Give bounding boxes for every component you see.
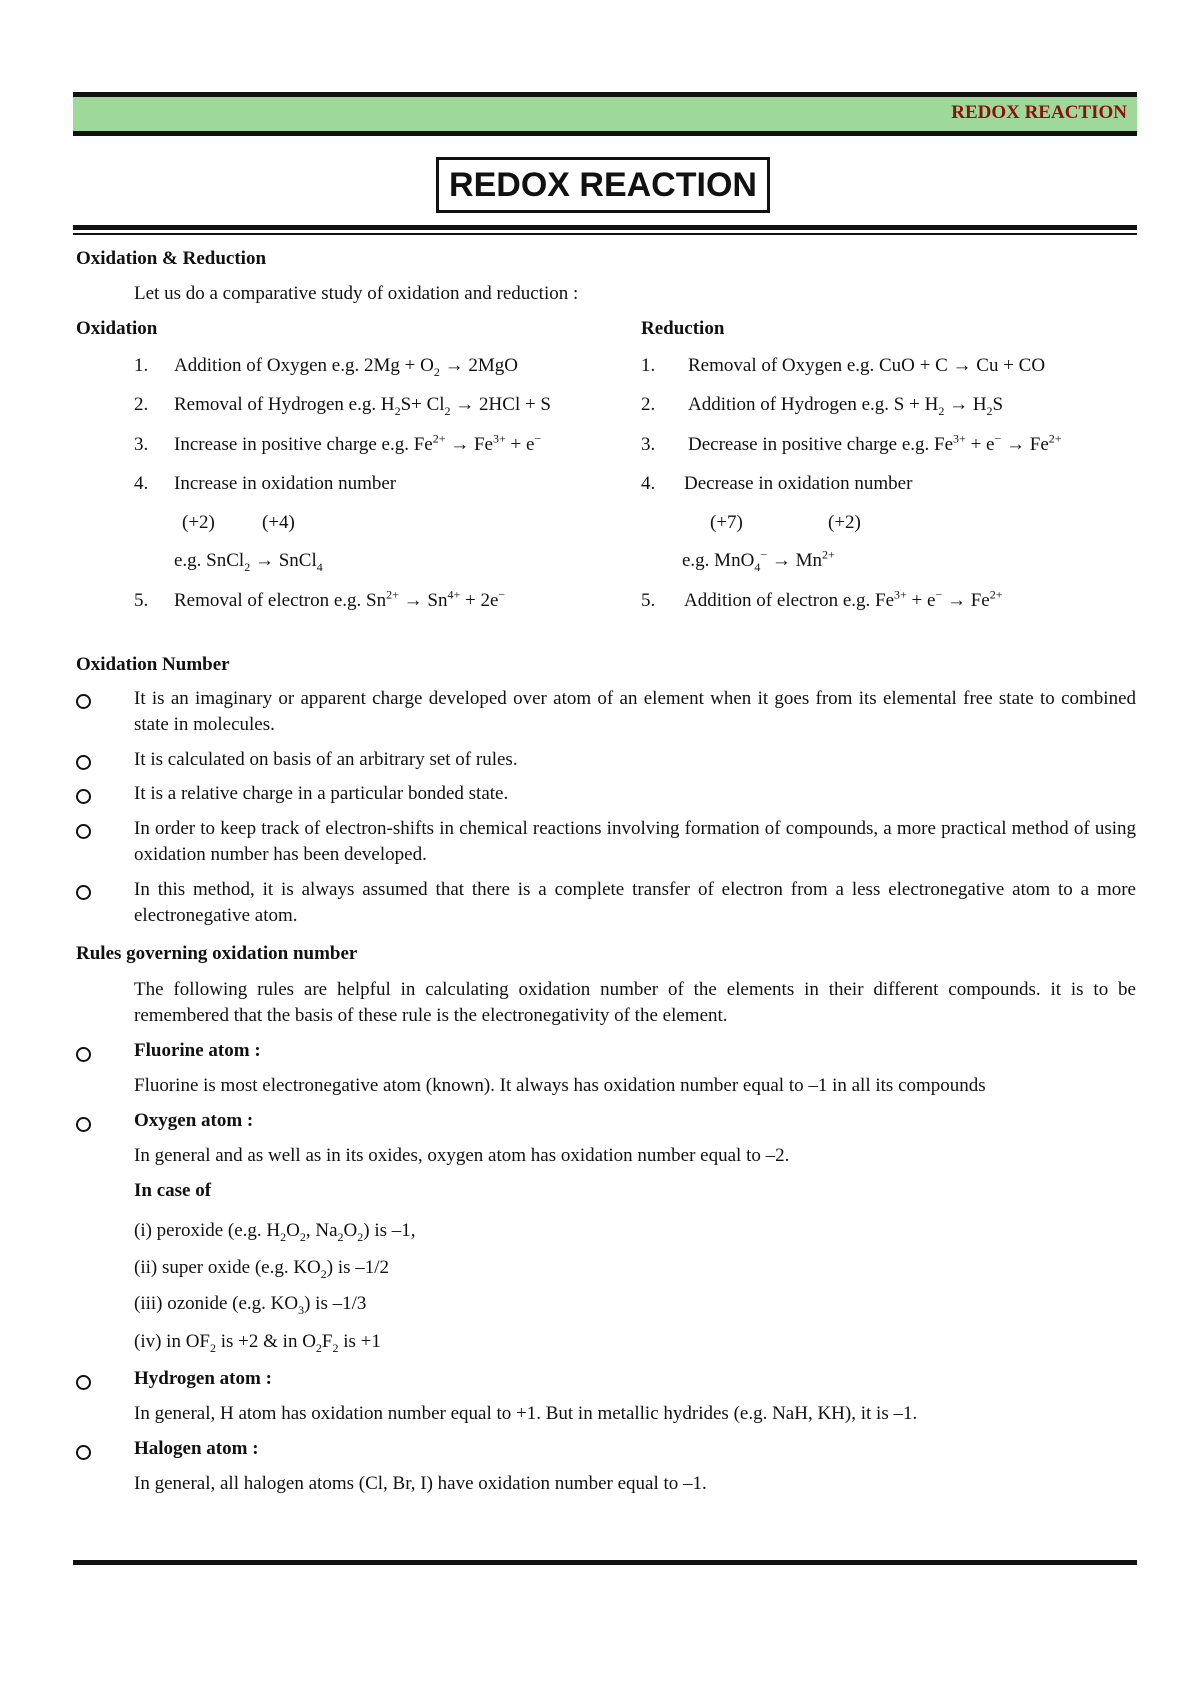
halogen-heading: Halogen atom : (134, 1438, 259, 1459)
header-band (73, 92, 1137, 136)
fluorine-text: Fluorine is most electronegative atom (known). It always has oxidation number equal to –1 in all its compounds (134, 1075, 986, 1096)
title-rule-thick (73, 225, 1137, 230)
bullet-circle-icon (76, 1445, 91, 1460)
oxidation-number-bullet: It is a relative charge in a particular bonded state. (134, 783, 509, 804)
rules-intro: The following rules are helpful in calculating oxidation number of the elements in their different compounds. it is to be remembered that the basis of these rule is the electronegativity of the element. (134, 979, 1136, 1026)
oxidation-number-bullet: It is calculated on basis of an arbitrary set of rules. (134, 749, 518, 770)
reduction-item: Addition of electron e.g. $Fe^{3+} + e^- \to Fe^{2+}$ (684, 587, 1003, 611)
section-heading-oxidation-reduction: Oxidation & Reduction (76, 248, 267, 269)
oxidation-item-num: 1. (134, 355, 149, 376)
halogen-text: In general, all halogen atoms (Cl, Br, I) have oxidation number equal to –1. (134, 1473, 707, 1494)
oxidation-item-num: 2. (134, 394, 149, 415)
reduction-item-num: 4. (641, 473, 656, 494)
oxidation-item: Increase in positive charge e.g. $Fe^{2+} \to Fe^{3+} + e^-$ (174, 431, 542, 455)
oxidation-item-num: 4. (134, 473, 149, 494)
reduction-item: Decrease in positive charge e.g. $Fe^{3+} + e^- \to Fe^{2+}$ (688, 431, 1062, 455)
bullet-circle-icon (76, 789, 91, 804)
oxidation-state-label: (+4) (262, 512, 295, 533)
oxidation-heading: Oxidation (76, 318, 158, 339)
oxygen-case: (iii) ozonide (e.g. $KO_3$) is –1/3 (134, 1293, 367, 1317)
bullet-circle-icon (76, 694, 91, 709)
oxidation-state-label: (+7) (710, 512, 743, 533)
reduction-heading: Reduction (641, 318, 725, 339)
reduction-example: e.g. $MnO_4^- \to Mn^{2+}$ (682, 547, 835, 574)
oxidation-item: Removal of Hydrogen e.g. $H_2S+ Cl_2 \to 2HCl + S$ (174, 394, 552, 418)
hydrogen-text: In general, H atom has oxidation number equal to +1. But in metallic hydrides (e.g. NaH, KH), it is –1. (134, 1403, 918, 1424)
bullet-circle-icon (76, 885, 91, 900)
oxidation-number-bullet: In this method, it is always assumed that there is a complete transfer of electron from a less electronegative atom to a more electronegative atom. (134, 879, 1136, 926)
bullet-circle-icon (76, 1117, 91, 1132)
oxygen-case: (iv) in $OF_2$ is +2 & in $O_2F_2$ is +1 (134, 1331, 381, 1355)
oxidation-item-num: 3. (134, 434, 149, 455)
bullet-circle-icon (76, 1375, 91, 1390)
fluorine-heading: Fluorine atom : (134, 1040, 261, 1061)
oxidation-number-bullet: In order to keep track of electron-shifts in chemical reactions involving formation of compounds, a more practical method of using oxidation number has been developed. (134, 818, 1136, 865)
bullet-circle-icon (76, 1047, 91, 1062)
header-label: REDOX REACTION (951, 102, 1127, 123)
oxygen-case: (i) peroxide (e.g. $H_2O_2$, $Na_2O_2$) is –1, (134, 1220, 416, 1244)
oxidation-item: Increase in oxidation number (174, 473, 397, 494)
reduction-item-num: 3. (641, 434, 656, 455)
reduction-item: Removal of Oxygen e.g. CuO + C → Cu + CO (688, 355, 1046, 376)
title-rule-thin (73, 233, 1137, 235)
section-intro: Let us do a comparative study of oxidation and reduction : (134, 283, 579, 304)
oxygen-heading: Oxygen atom : (134, 1110, 254, 1131)
oxidation-item: Removal of electron e.g. $Sn^{2+} \to Sn^{4+} + 2e^-$ (174, 587, 506, 611)
reduction-item: Decrease in oxidation number (684, 473, 913, 494)
oxidation-item: Addition of Oxygen e.g. $2Mg + O_2 \to 2MgO$ (174, 355, 518, 379)
reduction-item-num: 1. (641, 355, 656, 376)
oxygen-case: (ii) super oxide (e.g. $KO_2$) is –1/2 (134, 1257, 390, 1281)
oxygen-text: In general and as well as in its oxides, oxygen atom has oxidation number equal to –2. (134, 1145, 790, 1166)
oxidation-number-bullet: It is an imaginary or apparent charge developed over atom of an element when it goes from its elemental free state to combined state in molecules. (134, 688, 1136, 735)
bullet-circle-icon (76, 755, 91, 770)
reduction-item: Addition of Hydrogen e.g. $S + H_2 \to H_2S$ (688, 394, 1004, 418)
reduction-item-num: 5. (641, 590, 656, 611)
oxidation-state-label: (+2) (828, 512, 861, 533)
footer-rule (73, 1560, 1137, 1565)
reduction-item-num: 2. (641, 394, 656, 415)
oxidation-item-num: 5. (134, 590, 149, 611)
oxygen-case-heading: In case of (134, 1180, 212, 1201)
page-title: REDOX REACTION (449, 166, 757, 204)
bullet-circle-icon (76, 824, 91, 839)
title-box (436, 157, 770, 213)
section-heading-rules: Rules governing oxidation number (76, 943, 358, 964)
oxidation-state-label: (+2) (182, 512, 215, 533)
oxidation-example: e.g. SnCl$_2$ → SnCl$_4$ (174, 550, 323, 574)
section-heading-oxidation-number: Oxidation Number (76, 654, 230, 675)
hydrogen-heading: Hydrogen atom : (134, 1368, 272, 1389)
